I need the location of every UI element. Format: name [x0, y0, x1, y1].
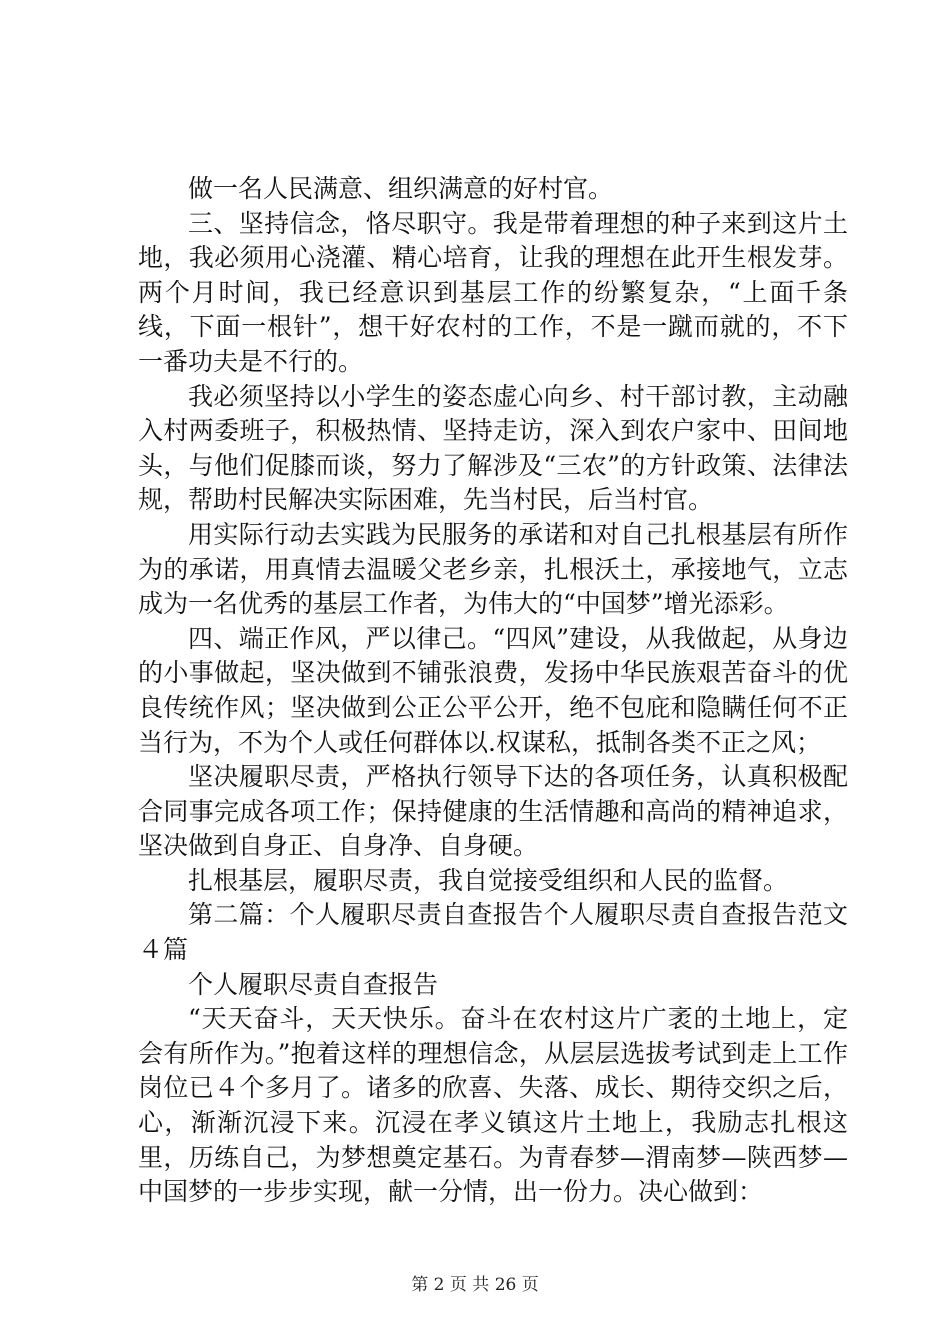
document-body	[138, 172, 848, 1210]
paragraph-5: 四、端正作风，严以律己。“四风”建设，从我做起，从身边的小事做起，坚决做到不铺张浪费，发扬中华民族艰苦奋斗的优良传统作风；坚决做到公正公平公开，绝不包庇和隐瞒任何不正当行为，不为个人或任何群体以.权谋私，抵制各类不正之风；	[138, 623, 848, 757]
paragraph-4: 用实际行动去实践为民服务的承诺和对自己扎根基层有所作为的承诺，用真情去温暖父老乡亲，扎根沃土，承接地气，立志成为一名优秀的基层工作者，为伟大的“中国梦”增光添彩。	[138, 519, 848, 619]
page-number-footer: 第 2 页 共 26 页	[411, 1275, 539, 1295]
paragraph-8: “天天奋斗，天天快乐。奋斗在农村这片广袤的土地上，定会有所作为。”抱着这样的理想信念，从层层选拔考试到走上工作岗位已４个多月了。诸多的欣喜、失落、成长、期待交织之后，心，渐渐沉浸下来。沉浸在孝义镇这片土地上，我励志扎根这里，历练自己，为梦想奠定基石。为青春梦—渭南梦—陕西梦—中国梦的一步步实现，献一分情，出一份力。决心做到：	[138, 1004, 848, 1207]
paragraph-3: 我必须坚持以小学生的姿态虚心向乡、村干部讨教，主动融入村两委班子，积极热情、坚持走访，深入到农户家中、田间地头，与他们促膝而谈，努力了解涉及“三农”的方针政策、法律法规，帮助村民解决实际困难，先当村民，后当村官。	[138, 381, 848, 515]
section-heading: 第二篇：个人履职尽责自查报告个人履职尽责自查报告范文４篇	[138, 900, 848, 965]
paragraph-2: 三、坚持信念，恪尽职守。我是带着理想的种子来到这片土地，我必须用心浇灌、精心培育，让我的理想在此开生根发芽。两个月时间，我已经意识到基层工作的纷繁复杂，“上面千条线，下面一根针”，想干好农村的工作，不是一蹴而就的，不下一番功夫是不行的。	[138, 208, 848, 376]
paragraph-6: 坚决履职尽责，严格执行领导下达的各项任务，认真积极配合同事完成各项工作；保持健康的生活情趣和高尚的精神追求，坚决做到自身正、自身净、自身硬。	[138, 762, 848, 861]
paragraph-7: 扎根基层，履职尽责，我自觉接受组织和人民的监督。	[188, 865, 789, 895]
section-subheading: 个人履职尽责自查报告	[188, 969, 439, 999]
paragraph-1: 做一名人民满意、组织满意的好村官。	[188, 174, 614, 203]
